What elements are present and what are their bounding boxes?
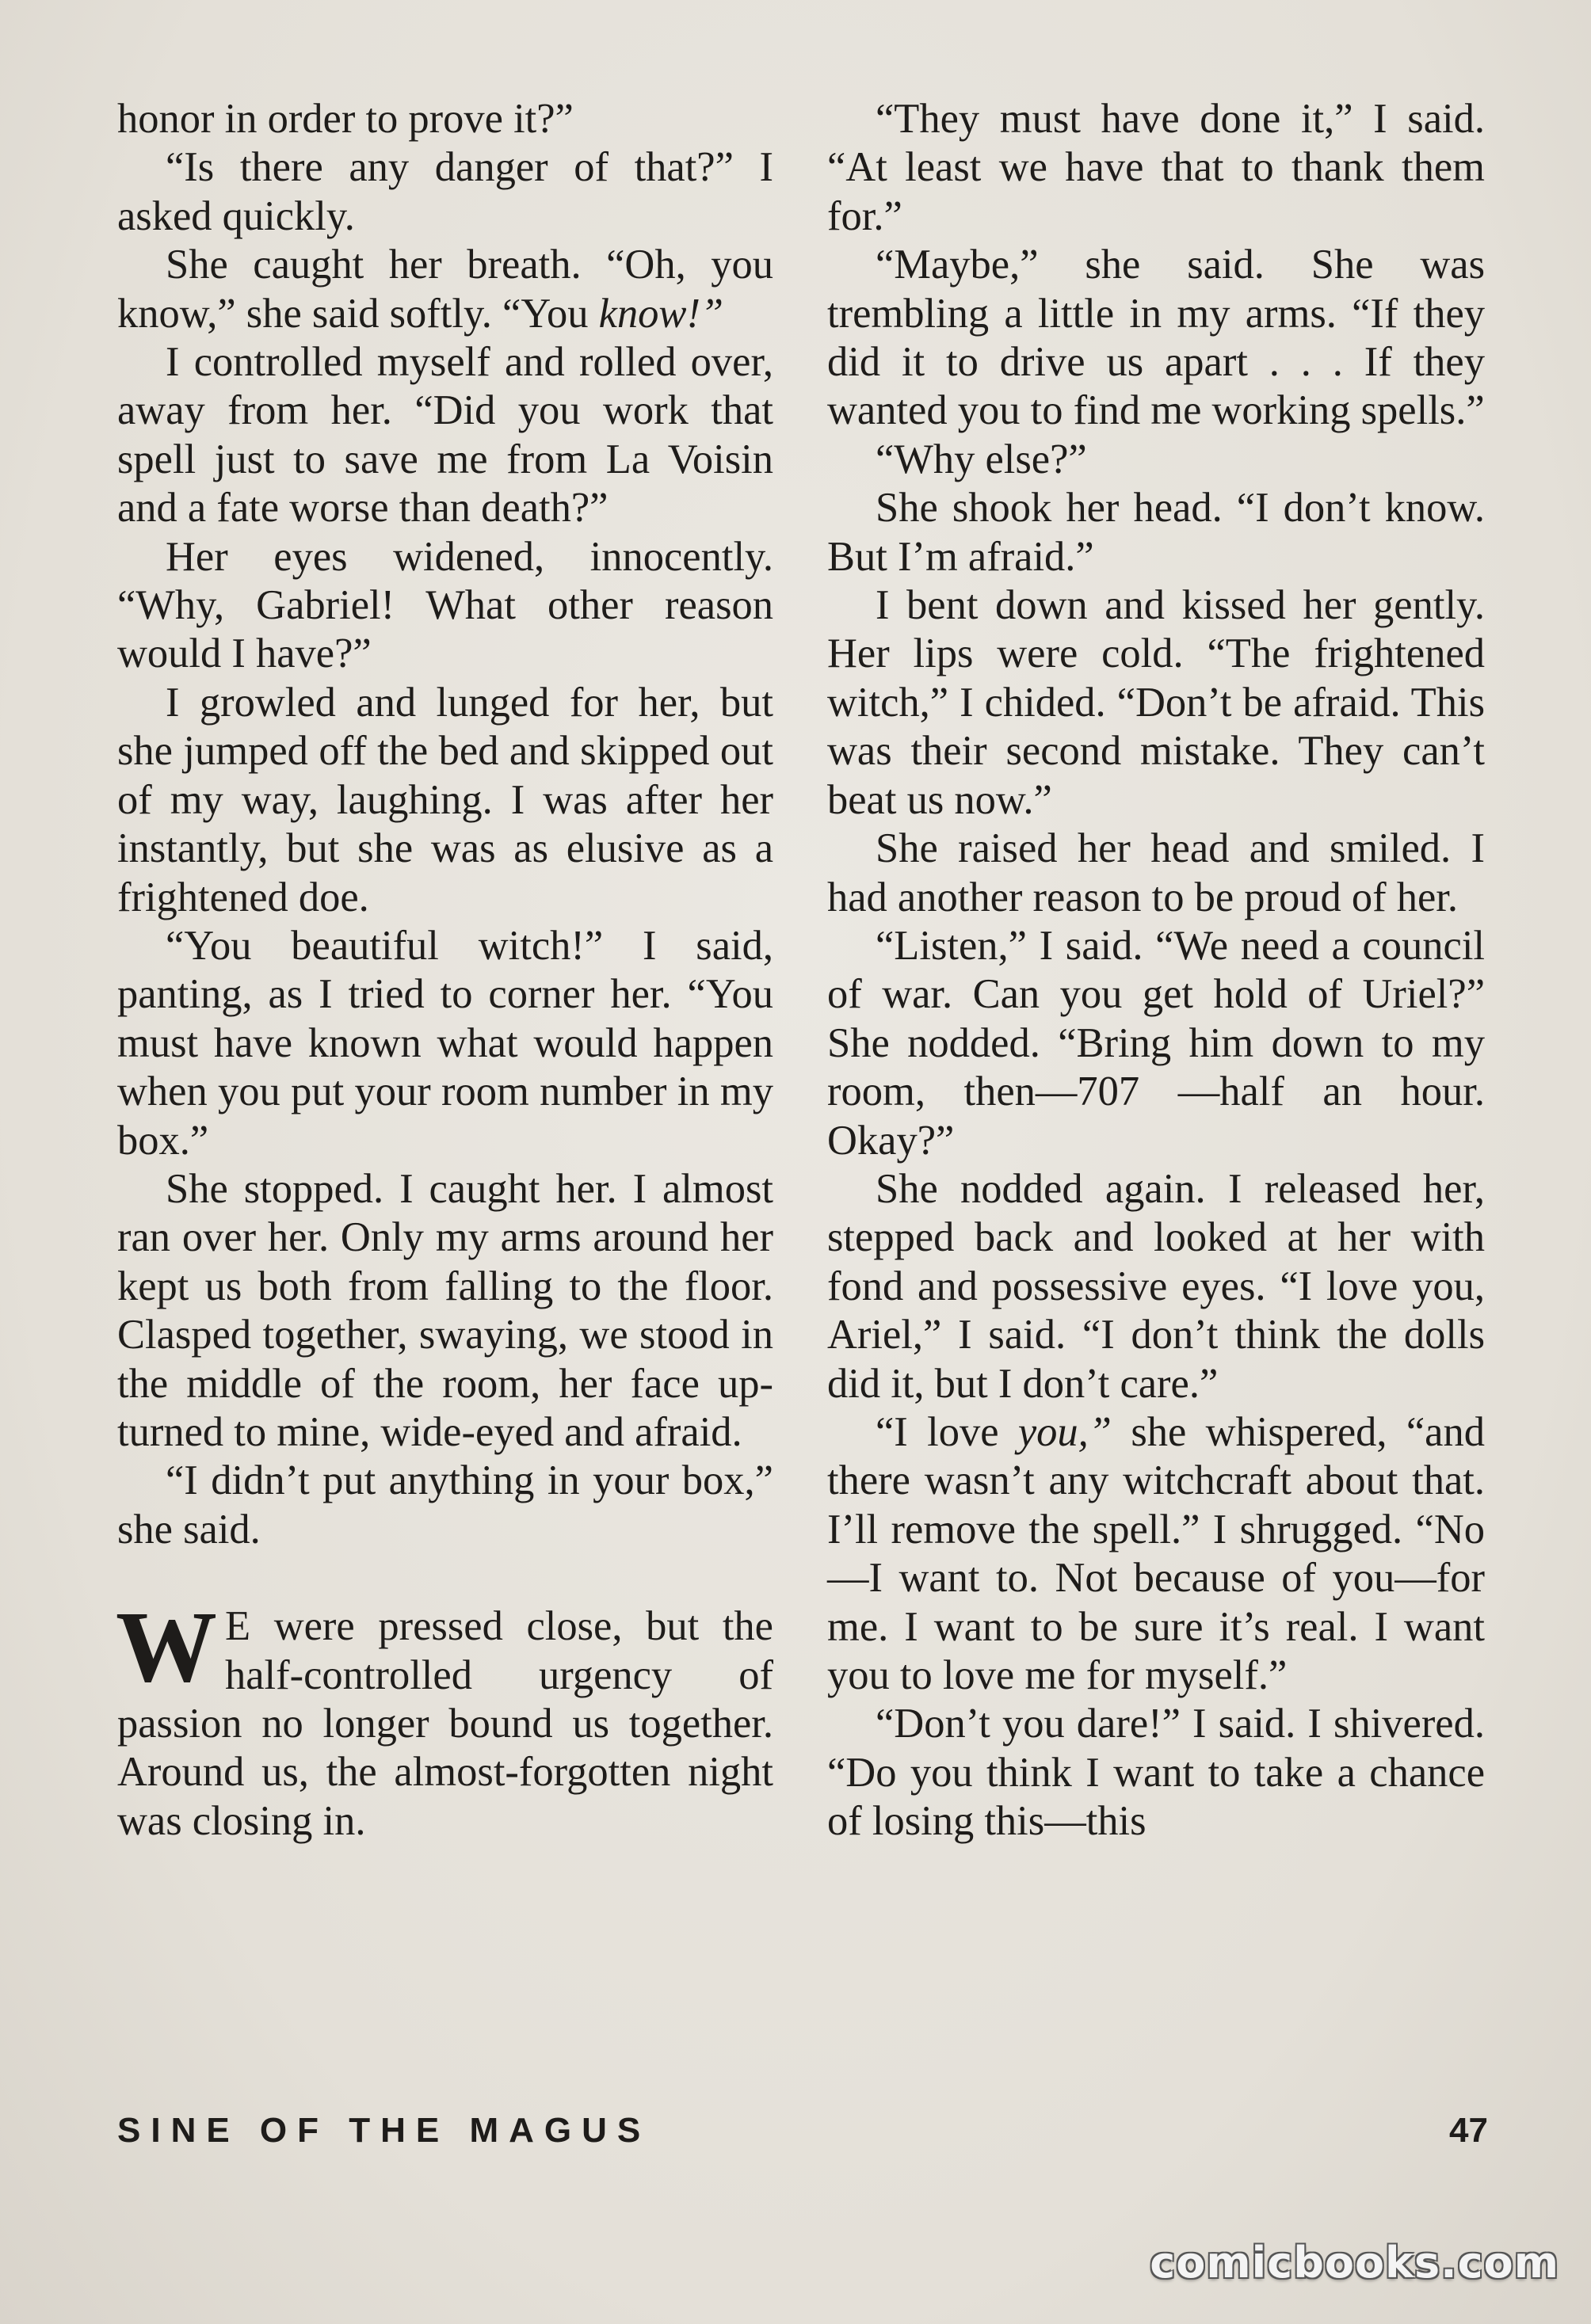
paragraph: She shook her head. “I don’t know. But I’m afraid.”: [827, 485, 1485, 580]
watermark-logo: comicbooks.com: [1150, 2238, 1559, 2288]
paragraph-text: she whispered, “and there wasn’t any witchcraft about that. I’ll remove the spell.” I shrugged. “No—I want to. Not because of you—for me. I want to be sure it’s real. I want you to love me for myself.”: [827, 1408, 1485, 1698]
paragraph: “Why else?”: [876, 436, 1087, 482]
italic-text: you,”: [1017, 1408, 1112, 1455]
paragraph: “Maybe,” she said. She was trembling a little in my arms. “If they did it to drive us apart . . . If they wanted you to find me working spells.”: [827, 242, 1485, 434]
paragraph: [827, 1408, 1485, 1700]
paragraph: “Listen,” I said. “We need a council of war. Can you get hold of Uriel?” She nodded. “Bring him down to my room, then—707 —half an hour. Okay?”: [827, 922, 1485, 1164]
paragraph: “Is there any danger of that?” I asked quickly.: [117, 144, 773, 239]
page-footer: [117, 2111, 1488, 2158]
right-column: [827, 95, 1485, 1846]
italic-text: know!”: [598, 290, 724, 337]
left-column: [117, 95, 773, 1846]
paragraph: She stopped. I caught her. I almost ran over her. Only my arms around her kept us both from falling to the floor. Clasped together, swaying, we stood in the middle of the room, her face upturned to mine, wide-eyed and afraid.: [117, 1165, 773, 1455]
section-opening-paragraph: [116, 1591, 773, 1846]
drop-cap: W: [116, 1591, 217, 1704]
paragraph: “Don’t you dare!” I said. I shivered. “Do you think I want to take a chance of losing this—this: [827, 1701, 1485, 1845]
paragraph: She nodded again. I released her, stepped back and looked at her with fond and possessive eyes. “I love you, Ariel,” I said. “I don’t think the dolls did it, but I don’t care.”: [827, 1165, 1485, 1407]
paragraph: [117, 241, 773, 338]
paragraph-text: “I love: [876, 1408, 1018, 1455]
paragraph: Her eyes widened, innocently. “Why, Gabriel! What other reason would I have?”: [117, 533, 773, 677]
paragraph: I controlled myself and rolled over, away from her. “Did you work that spell just to save me from La Voisin and a fate worse than death?”: [117, 339, 773, 531]
paragraph: “They must have done it,” I said. “At least we have that to thank them for.”: [827, 96, 1485, 239]
paragraph: I bent down and kissed her gently. Her lips were cold. “The frightened witch,” I chided. “Don’t be afraid. This was their second mistake. They can’t beat us now.”: [827, 582, 1485, 823]
paragraph-text: She caught her breath. “Oh, you know,” she said softly. “You: [117, 242, 773, 337]
paragraph: She raised her head and smiled. I had another reason to be proud of her.: [827, 825, 1485, 920]
paragraph: I growled and lunged for her, but she jumped off the bed and skipped out of my way, laughing. I was after her instantly, but she was as elusive as a frightened doe.: [117, 679, 773, 920]
paragraph-text: E were pressed close, but the half-controlled urgency of passion no longer bound us together. Around us, the almost-forgotten night was closing in.: [117, 1603, 773, 1844]
paragraph: “I didn’t put anything in your box,” she said.: [117, 1457, 773, 1553]
paragraph: honor in order to prove it?”: [117, 96, 574, 142]
running-title: SINE OF THE MAGUS: [117, 2111, 651, 2150]
paragraph: “You beautiful witch!” I said, panting, as I tried to corner her. “You must have known what would happen when you put your room number in my box.”: [117, 922, 773, 1164]
page-number: 47: [1449, 2111, 1488, 2150]
